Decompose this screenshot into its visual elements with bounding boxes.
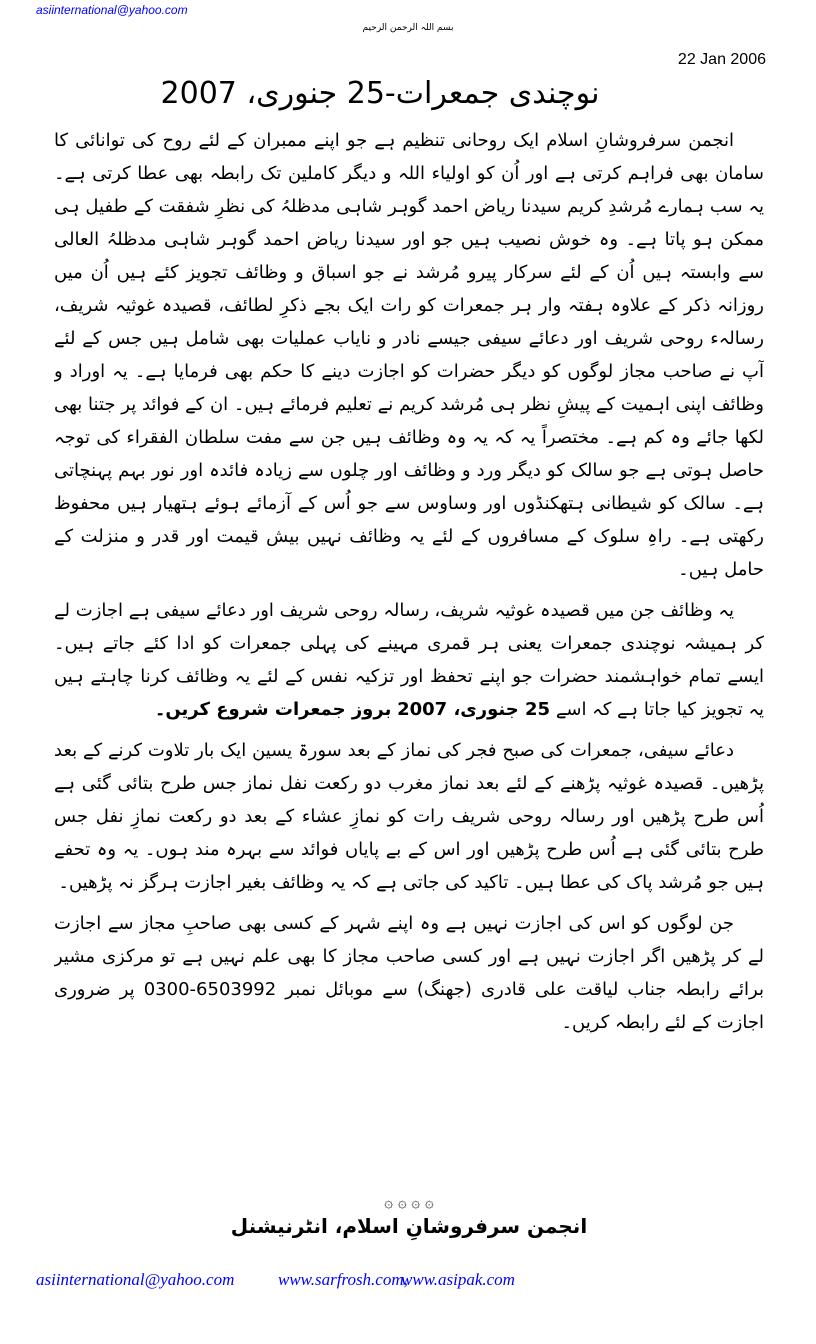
bismillah-heading: بسم اللہ الرحمن الرحیم bbox=[362, 23, 454, 33]
footer-email-link[interactable]: asiinternational@yahoo.com bbox=[36, 1270, 235, 1289]
ornament-divider: ۞ ۞ ۞ ۞ bbox=[384, 1193, 434, 1211]
document-date: 22 Jan 2006 bbox=[677, 51, 766, 68]
paragraph-schedule bbox=[54, 594, 764, 726]
content-flow bbox=[54, 124, 764, 1240]
paragraph-schedule-text: یہ وظائف جن میں قصیدہ غوثیہ شریف، رسالہ روحی شریف اور دعائے سیفی ہے اجازت لے کر ہمیشہ نوچندی جمعرات یعنی ہر قمری مہینے کی پہلی جمعرات کو ادا کئے جاتے ہیں۔ ایسے تمام خواہشمند حضرات جو اپنے تحفظ اور تزکیہ نفس کے لئے یہ وظائف کرنا چاہتے ہیں یہ تجویز کیا جاتا ہے کہ اسے bbox=[54, 600, 764, 720]
article-body bbox=[54, 124, 764, 1039]
closing-block bbox=[54, 1192, 764, 1240]
highlight-date: 25 جنوری، 2007 bbox=[397, 699, 551, 720]
paragraph-contact: جن لوگوں کو اس کی اجازت نہیں ہے وہ اپنے شہر کے کسی بھی صاحبِ مجاز سے اجازت لے کر پڑھیں اگر اجازت نہیں ہے اور کسی صاحب مجاز کا بھی علم نہیں ہے تو مرکزی مشیر برائے رابطہ جناب لیاقت علی قادری (جھنگ) سے موبائل نمبر 6503992-0300 پر ضروری اجازت کے لئے رابطہ کریں۔ bbox=[54, 913, 764, 1033]
paragraph-intro: انجمن سرفروشانِ اسلام ایک روحانی تنظیم ہے جو اپنے ممبران کے لئے روح کی توانائی کا سامان بھی فراہم کرتی ہے اور اُن کو اولیاء اللہ و دیگر کاملین تک رابطہ بھی عطا کرتی ہے۔ یہ سب ہمارے مُرشدِ کریم سیدنا ریاض احمد گوہر شاہی مدظلہُ کی نظرِ شفقت کے طفیل ہی ممکن ہو پاتا ہے۔ وہ خوش نصیب ہیں جو اور سیدنا ریاض احمد گوہر شاہی مدظلہُ العالی سے وابستہ ہیں اُن کے لئے سرکار پیرو مُرشد نے جو اسباق و وظائف تجویز کئے ہیں اُن میں روزانہ ذکر کے علاوہ ہفتہ وار ہر جمعرات کو رات ایک بجے ذکرِ لطائف، قصیدہ غوثیہ شریف، رسالہء روحی شریف اور دعائے سیفی جیسے نادر و نایاب عملیات بھی شامل ہیں جس کے لئے آپ نے صاحب مجاز لوگوں کو دیگر حضرات کو اجازت دینے کا حکم بھی فرمایا ہے۔ یہ اوراد و وظائف اپنی اہمیت کے پیشِ نظر ہی مُرشد کریم نے تعلیم فرمائے ہیں۔ ان کے فوائد پر جتنا بھی لکھا جائے وہ کم ہے۔ مختصراً یہ کہ یہ وہ وظائف ہیں جن سے مفت سلطان الفقراء کی توجہ حاصل ہوتی ہے جو سالک کو دیگر ورد و وظائف اور چلوں سے زیادہ فائدہ اور نور بہم پہنچاتی ہے۔ سالک کو شیطانی ہتھکنڈوں اور وساوس سے جو اُس کے آزمائے ہوئے ہتھیار ہیں محفوظ رکھتی ہے۔ راہِ سلوک کے مسافروں کے لئے یہ وظائف نہیں بیش قیمت اور قدر و منزلت کے حامل ہیں۔ bbox=[54, 130, 764, 580]
organization-name: انجمن سرفروشانِ اسلام، انٹرنیشنل bbox=[230, 1214, 588, 1238]
footer-website-asipak-link[interactable]: www.asipak.com bbox=[401, 1270, 515, 1289]
highlight-start: بروز جمعرات شروع کریں۔ bbox=[154, 699, 392, 720]
paragraph-instructions: دعائے سیفی، جمعرات کی صبح فجر کی نماز کے بعد سورۃ یسین ایک بار تلاوت کرنے کے بعد پڑھیں۔ قصیدہ غوثیہ پڑھنے کے لئے بعد نماز مغرب دو رکعت نفل نماز جس طرح بتائی گئی ہے اُس طرح پڑھیں اور رسالہ روحی شریف رات کو نمازِ عشاء کے بعد دو رکعت نمازِ نفل جس طرح بتائی گئی ہے اُس طرح پڑھیں اور اس کے بے پایاں فوائد سے بہرہ مند ہوں۔ یہ وہ تحفے ہیں جو مُرشد پاک کی عطا ہیں۔ تاکید کی جاتی ہے کہ یہ وظائف بغیر اجازت ہرگز نہ پڑھیں۔ bbox=[54, 740, 764, 893]
page-title: نوچندی جمعرات-25 جنوری، 2007 bbox=[160, 76, 600, 111]
footer-website-sarfrosh-link[interactable]: www.sarfrosh.com, bbox=[278, 1270, 408, 1289]
header-email-link[interactable]: asiinternational@yahoo.com bbox=[36, 3, 188, 17]
